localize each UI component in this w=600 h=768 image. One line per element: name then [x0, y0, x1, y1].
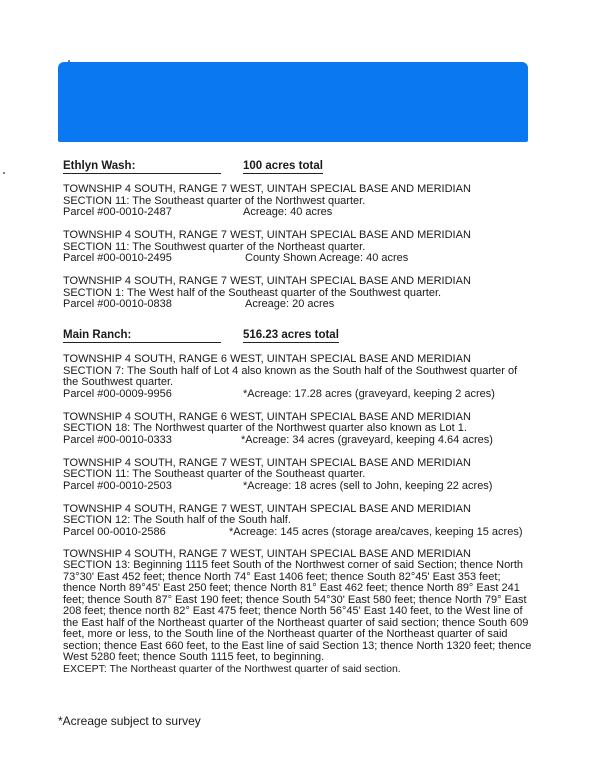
parcel-line [63, 207, 533, 219]
township-line: TOWNSHIP 4 SOUTH, RANGE 7 WEST, UINTAH SPECIAL BASE AND MERIDIAN [63, 502, 471, 515]
acreage: *Acreage: 18 acres (sell to John, keeping 22 acres) [243, 479, 493, 492]
property-document [63, 160, 533, 675]
parcel-number: Parcel #00-0010-2487 [63, 206, 172, 218]
section-header [63, 329, 533, 345]
header-underline [63, 342, 221, 343]
parcel-entry [63, 412, 533, 447]
parcel-number: Parcel #00-0010-0333 [63, 433, 172, 446]
section-name: Ethlyn Wash: [63, 160, 136, 172]
parcel-entry [63, 354, 533, 401]
section-header [63, 160, 533, 176]
redaction-block [58, 62, 528, 142]
parcel-entry [63, 458, 533, 493]
acreage: *Acreage: 145 acres (storage area/caves, keeping 15 acres) [229, 525, 523, 538]
parcel-number: Parcel #00-0010-0838 [63, 298, 172, 310]
section-name: Main Ranch: [63, 329, 132, 341]
township-line: TOWNSHIP 4 SOUTH, RANGE 6 WEST, UINTAH SPECIAL BASE AND MERIDIAN [63, 410, 471, 423]
section-total: 100 acres total [243, 160, 323, 172]
parcel-line [63, 435, 533, 447]
parcel-line [63, 389, 533, 401]
township-line: TOWNSHIP 4 SOUTH, RANGE 7 WEST, UINTAH SPECIAL BASE AND MERIDIAN [63, 183, 471, 195]
township-line: TOWNSHIP 4 SOUTH, RANGE 7 WEST, UINTAH SPECIAL BASE AND MERIDIAN [63, 456, 471, 469]
parcel-entry [63, 276, 533, 311]
parcel-line [63, 299, 533, 311]
except-clause: EXCEPT: The Northeast quarter of the Northwest quarter of said section. [63, 662, 401, 675]
legal-description: SECTION 12: The South half of the South half. [63, 514, 291, 526]
parcel-entry [63, 504, 533, 539]
parcel-line [63, 253, 533, 265]
legal-description: SECTION 11: The Southeast quarter of the Southeast quarter. [63, 468, 366, 480]
scan-speck [3, 172, 5, 174]
parcel-number: Parcel #00-0009-9956 [63, 387, 172, 400]
parcel-line [63, 481, 533, 493]
acreage: *Acreage: 17.28 acres (graveyard, keeping 2 acres) [243, 387, 495, 400]
parcel-entry [63, 184, 533, 219]
legal-description: SECTION 11: The Southeast quarter of the Northwest quarter. [63, 194, 366, 207]
township-line: TOWNSHIP 4 SOUTH, RANGE 7 WEST, UINTAH SPECIAL BASE AND MERIDIAN [63, 275, 471, 287]
acreage: Acreage: 20 acres [245, 298, 335, 310]
township-line: TOWNSHIP 4 SOUTH, RANGE 6 WEST, UINTAH SPECIAL BASE AND MERIDIAN [63, 353, 471, 365]
acreage: *Acreage: 34 acres (graveyard, keeping 4.64 acres) [241, 433, 493, 446]
section-total: 516.23 acres total [243, 329, 339, 341]
acreage-footnote: *Acreage subject to survey [58, 714, 201, 728]
parcel-entry [63, 230, 533, 265]
parcel-number: Parcel 00-0010-2586 [63, 525, 166, 538]
township-line: TOWNSHIP 4 SOUTH, RANGE 7 WEST, UINTAH SPECIAL BASE AND MERIDIAN [63, 229, 471, 241]
legal-description: SECTION 1: The West half of the Southeast quarter of the Southwest quarter. [63, 286, 442, 299]
legal-description: SECTION 7: The South half of Lot 4 also known as the South half of the Southwest quarter of the Southwest quarter. [63, 364, 518, 388]
acreage: Acreage: 40 acres [243, 206, 333, 218]
parcel-line [63, 527, 533, 539]
township-line: TOWNSHIP 4 SOUTH, RANGE 7 WEST, UINTAH SPECIAL BASE AND MERIDIAN [63, 547, 471, 560]
scan-speck [68, 60, 70, 62]
parcel-entry [63, 549, 533, 676]
legal-description: SECTION 18: The Northwest quarter of the Northwest quarter also known as Lot 1. [63, 422, 467, 434]
parcel-number: Parcel #00-0010-2495 [63, 252, 172, 264]
acreage: County Shown Acreage: 40 acres [245, 252, 409, 264]
parcel-number: Parcel #00-0010-2503 [63, 479, 172, 492]
legal-description: SECTION 13: Beginning 1115 feet South of the Northwest corner of said Section; thence North 73°30' East 452 feet; thence North 74° East 1406 feet; thence South 82°45' East 353 feet; thence North 89°45' East 250 feet; thence North 81° East 462 feet; thence North 89° East 241 feet; thence South 87° East 190 feet; thence South 54°30' East 580 feet; thence North 79° East 208 feet; thence north 82° East 475 feet; thence North 56°45' East 140 feet, to the West line of the East half of the Northeast quarter of the Northeast quarter of said section; thence South 609 feet, more or less, to the South line of the Northeast quarter of the Northeast quarter of said section; thence East 660 feet, to the East line of said Section 13; thence North 1320 feet; thence West 5280 feet; thence South 1115 feet, to beginning. [63, 559, 532, 663]
header-underline [63, 173, 221, 174]
legal-description: SECTION 11: The Southwest quarter of the Northeast quarter. [63, 240, 366, 253]
